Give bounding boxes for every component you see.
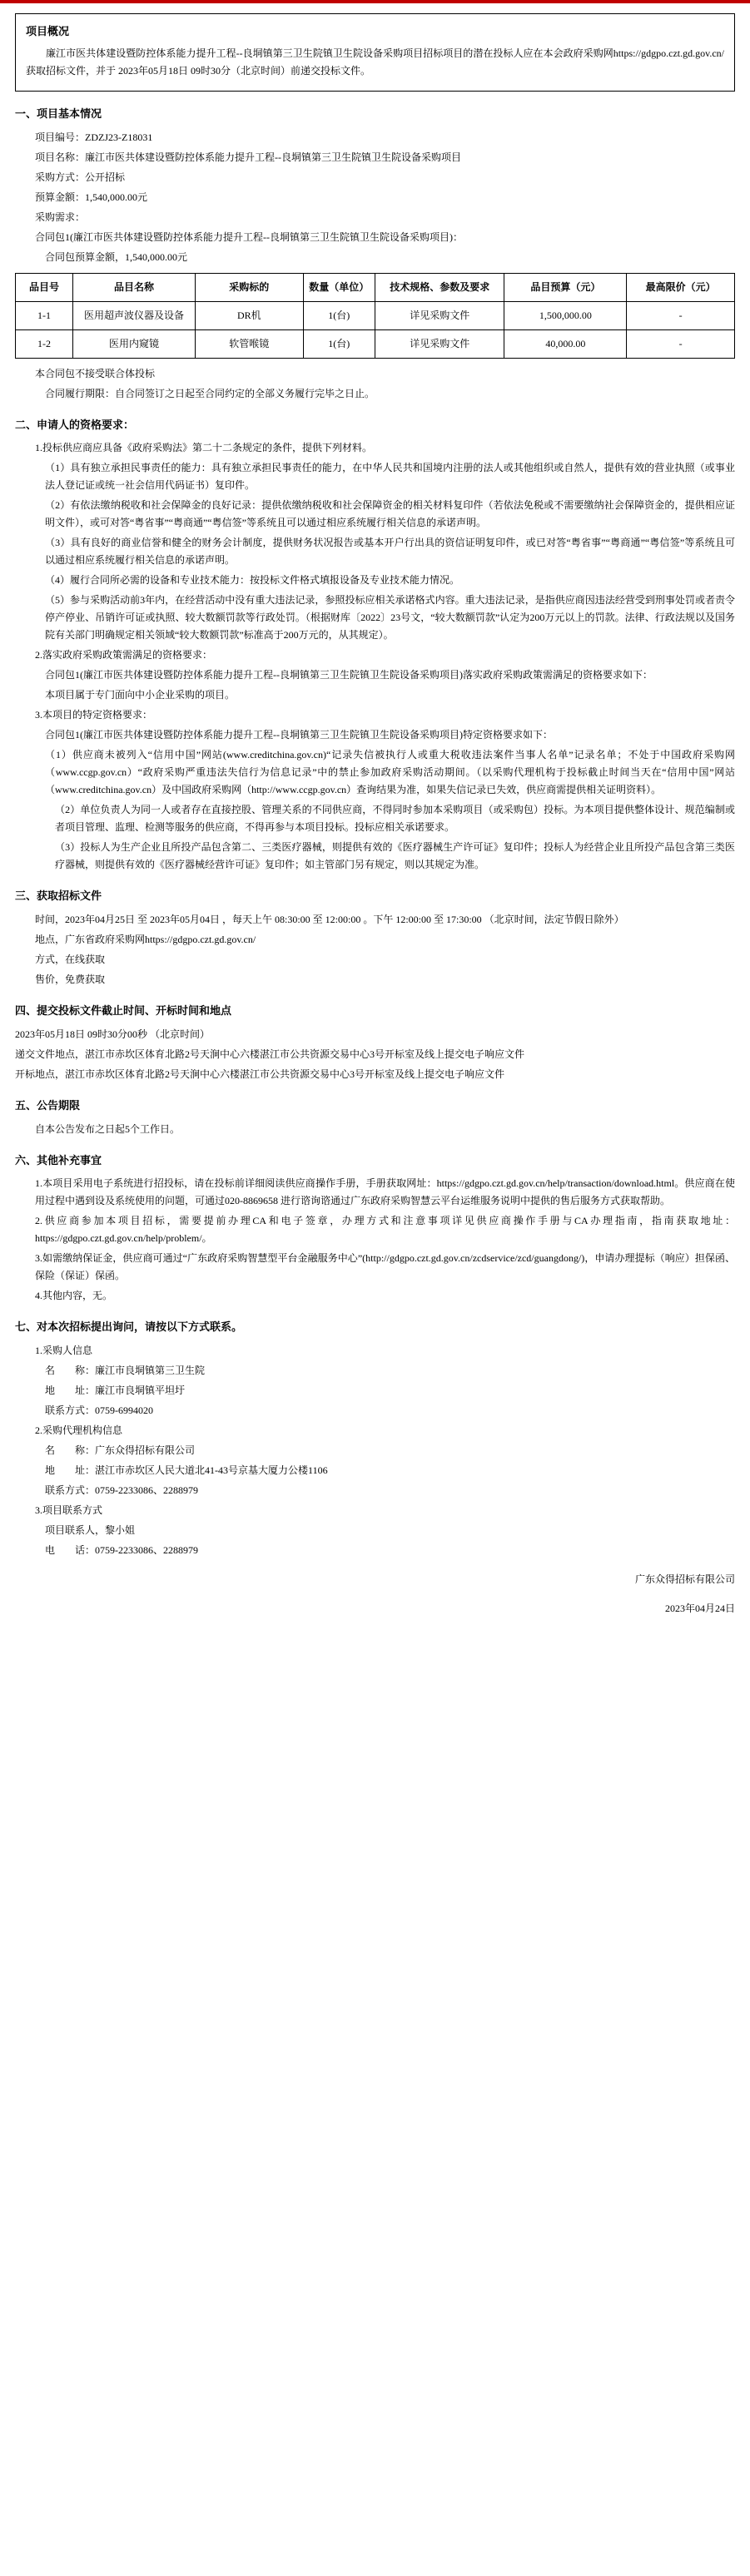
basic-line-2: 采购方式：公开招标 xyxy=(35,171,126,183)
cell-name: 医用内窥镜 xyxy=(73,329,196,358)
deadline-item-0: 2023年05月18日 09时30分00秒 （北京时间） xyxy=(15,1028,211,1040)
section-heading-contact: 七、对本次招标提出询问，请按以下方式联系。 xyxy=(15,1320,243,1334)
footer-date: 2023年04月24日 xyxy=(664,1603,735,1614)
other-item-0: 1.本项目采用电子系统进行招投标，请在投标前详细阅读供应商操作手册，手册获取网址：https://gdgpo.czt.gd.gov.cn/help/transaction/download.html。供应商在使用过程中遇到设及系统使用的问题，可通过020-8869658 进行谘询谘通过广东政府采购智慧云平台运维服务说明中提供的售后服务方式获取帮助。 xyxy=(35,1177,735,1207)
qualification-item-13: （3）投标人为生产企业且所投产品包含第二、三类医疗器械，则提供有效的《医疗器械生产许可证》复印件；投标人为经营企业且所投产品包含第三类医疗器械，则提供有效的《医疗器械经营许可证》复印件；如主管部门另有规定，则以其规定为准。 xyxy=(55,841,735,871)
contact-label: 名 称： xyxy=(45,1444,96,1456)
cell-target: 软管喉镜 xyxy=(195,329,303,358)
goods-table xyxy=(15,273,735,359)
package-line-1: 合同包1(廉江市医共体建设暨防控体系能力提升工程--良垌镇第三卫生院镇卫生院设备采购项目)： xyxy=(35,230,463,243)
footer-company: 广东众得招标有限公司 xyxy=(634,1573,735,1585)
qualification-item-8: 本项目属于专门面向中小企业采购的项目。 xyxy=(45,689,236,701)
overview-box xyxy=(15,13,735,92)
cell-no: 1-2 xyxy=(16,329,73,358)
basic-line-1: 项目名称：廉江市医共体建设暨防控体系能力提升工程--良垌镇第三卫生院镇卫生院设备采购项目 xyxy=(35,151,461,163)
contact-row xyxy=(15,1382,735,1399)
qualification-item-2: （2）有依法缴纳税收和社会保障金的良好记录：提供依缴纳税收和社会保障资金的相关材料复印件（若依法免税或不需要缴纳社会保障资金的，提供相应证明文件），或可对答“粤省事”“粤商通”“粤信签”等系统且可以通过相应系统履行相关信息的承诺声明。 xyxy=(45,499,735,529)
col-spec: 技术规格、参数及要求 xyxy=(375,273,504,301)
announce-item-0: 自本公告发布之日起5个工作日。 xyxy=(35,1122,181,1135)
cell-budget: 40,000.00 xyxy=(504,329,627,358)
col-qty: 数量（单位） xyxy=(303,273,375,301)
contact-row xyxy=(15,1402,735,1419)
contact-value: 广东众得招标有限公司 xyxy=(95,1444,196,1456)
obtain-item-1: 地点，广东省政府采购网https://gdgpo.czt.gd.gov.cn/ xyxy=(35,934,256,945)
col-name: 品目名称 xyxy=(73,273,196,301)
cell-budget: 1,500,000.00 xyxy=(504,301,627,329)
section-heading-other: 六、其他补充事宜 xyxy=(15,1153,102,1167)
cell-cap: - xyxy=(627,329,735,358)
contact-label: 联系方式： xyxy=(45,1404,96,1416)
qualification-item-10: 合同包1(廉江市医共体建设暨防控体系能力提升工程--良垌镇第三卫生院镇卫生院设备采购项目)特定资格要求如下： xyxy=(45,729,553,741)
contact-group-title-0: 1.采购人信息 xyxy=(35,1345,93,1356)
overview-heading: 项目概况 xyxy=(26,25,70,37)
contact-label: 名 称： xyxy=(45,1365,96,1376)
qualification-item-5: （5）参与采购活动前3年内，在经营活动中没有重大违法记录，参照投标应相关承诺格式内容。重大违法记录，是指供应商因违法经营受到刑事处罚或者责令停产停业、吊销许可证或执照、较大数额罚款等行政处罚。（根据财库〔2022〕23号文，“较大数额罚款”认定为200万元以上的罚款。法律、行政法规以及国务院有关部门明确规定相关领域“较大数额罚款”标准高于200万元的，从其规定）。 xyxy=(45,594,735,642)
deadline-item-1: 递交文件地点，湛江市赤坎区体育北路2号天涧中心六楼湛江市公共资源交易中心3号开标室及线上提交电子响应文件 xyxy=(15,1048,525,1060)
qualification-item-9: 3.本项目的特定资格要求： xyxy=(35,709,153,721)
contact-value: 湛江市赤坎区人民大道北41-43号京基大厦力公楼1106 xyxy=(95,1464,328,1476)
contact-row xyxy=(15,1362,735,1380)
cell-spec: 详见采购文件 xyxy=(375,329,504,358)
contact-label: 地 址： xyxy=(45,1385,96,1396)
table-row xyxy=(16,301,735,329)
obtain-item-2: 方式，在线获取 xyxy=(35,954,106,965)
contact-value: 0759-6994020 xyxy=(95,1404,154,1416)
qualification-item-1: （1）具有独立承担民事责任的能力：具有独立承担民事责任的能力，在中华人民共和国境内注册的法人或其他组织或自然人，提供有效的营业执照（或事业法人登记证或统一社会信用代码证书）复印件。 xyxy=(45,462,735,492)
cell-qty: 1(台) xyxy=(303,329,375,358)
cell-spec: 详见采购文件 xyxy=(375,301,504,329)
contact-label: 电 话： xyxy=(45,1544,96,1556)
other-item-2: 3.如需缴纳保证金，供应商可通过“广东政府采购智慧型平台金融服务中心”(http://gdgpo.czt.gd.gov.cn/zcdservice/zcd/guangdong/)，申请办理提标（响应）担保函、保险（保证）保函。 xyxy=(35,1252,735,1282)
cell-qty: 1(台) xyxy=(303,301,375,329)
qualification-item-6: 2.落实政府采购政策需满足的资格要求： xyxy=(35,649,213,661)
section-heading-deadline: 四、提交投标文件截止时间、开标时间和地点 xyxy=(15,1004,232,1017)
qualification-item-0: 1.投标供应商应具备《政府采购法》第二十二条规定的条件，提供下列材料。 xyxy=(35,442,373,454)
contact-value: 黎小姐 xyxy=(105,1524,136,1536)
package-line-2: 合同包预算金额，1,540,000.00元 xyxy=(45,250,188,263)
obtain-item-0: 时间，2023年04月25日 至 2023年05月04日 ，每天上午 08:30:00 至 12:00:00 。下午 12:00:00 至 17:30:00 （北京时间，法定节假日除外） xyxy=(35,914,624,925)
qualification-item-7: 合同包1(廉江市医共体建设暨防控体系能力提升工程--良垌镇第三卫生院镇卫生院设备采购项目)落实政府采购政策需满足的资格要求如下： xyxy=(45,669,653,681)
contact-row xyxy=(15,1542,735,1559)
cell-target: DR机 xyxy=(195,301,303,329)
basic-line-0: 项目编号：ZDZJ23-Z18031 xyxy=(35,131,153,143)
overview-body: 廉江市医共体建设暨防控体系能力提升工程--良垌镇第三卫生院镇卫生院设备采购项目招标项目的潜在投标人应在本会政府采购网https://gdgpo.czt.gd.gov.cn/获取招标文件，并于 2023年05月18日 09时30分（北京时间）前递交投标文件。 xyxy=(26,47,724,77)
section-heading-announce: 五、公告期限 xyxy=(15,1098,81,1112)
cell-name: 医用超声波仪器及设备 xyxy=(73,301,196,329)
contact-value: 廉江市良垌镇第三卫生院 xyxy=(95,1365,206,1376)
basic-line-3: 预算金额：1,540,000.00元 xyxy=(35,191,148,203)
contact-group-title-2: 3.项目联系方式 xyxy=(35,1504,103,1516)
contact-row xyxy=(15,1462,735,1479)
contact-group-title-1: 2.采购代理机构信息 xyxy=(35,1424,123,1436)
col-no: 品目号 xyxy=(16,273,73,301)
section-heading-obtain: 三、获取招标文件 xyxy=(15,889,102,903)
qualification-item-12: （2）单位负责人为同一人或者存在直接控股、管理关系的不同供应商，不得同时参加本采购项目（或采购包）投标。为本项目提供整体设计、规范编制或者项目管理、监理、检测等服务的供应商，不得再参与本项目投标。投标应相关承诺要求。 xyxy=(55,804,735,834)
qualification-item-4: （4）履行合同所必需的设备和专业技术能力：按投标文件格式填报设备及专业技术能力情况。 xyxy=(45,574,460,587)
deadline-item-2: 开标地点，湛江市赤坎区体育北路2号天涧中心六楼湛江市公共资源交易中心3号开标室及线上提交电子响应文件 xyxy=(15,1068,505,1080)
contact-row xyxy=(15,1522,735,1539)
basic-line-4: 采购需求： xyxy=(35,211,86,223)
other-item-1: 2.供应商参加本项目招标，需要提前办理CA和电子签章，办理方式和注意事项详见供应商操作手册与CA办理指南，指南获取地址：https://gdgpo.czt.gd.gov.cn/help/problem/。 xyxy=(35,1215,735,1245)
contact-row xyxy=(15,1442,735,1459)
qualification-item-3: （3）具有良好的商业信誉和健全的财务会计制度，提供财务状况报告或基本开户行出具的资信证明复印件，或已对答“粤省事”“粤商通”“粤信签”等系统且可以通过相应系统履行相关信息的承诺声明。 xyxy=(45,537,735,567)
section-heading-basic: 一、项目基本情况 xyxy=(15,107,102,120)
after-table-note-2: 合同履行期限：自合同签订之日起至合同约定的全部义务履行完毕之日止。 xyxy=(45,387,375,399)
contact-value: 廉江市良垌镇平坦圩 xyxy=(95,1385,186,1396)
top-red-bar xyxy=(0,0,750,3)
obtain-item-3: 售价，免费获取 xyxy=(35,973,106,985)
col-cap: 最高限价（元） xyxy=(627,273,735,301)
table-row xyxy=(16,329,735,358)
contact-label: 联系方式： xyxy=(45,1484,96,1496)
contact-row xyxy=(15,1482,735,1499)
after-table-note-1: 本合同包不接受联合体投标 xyxy=(35,367,156,379)
col-budget: 品目预算（元） xyxy=(504,273,627,301)
contact-value: 0759-2233086、2288979 xyxy=(95,1544,199,1556)
qualification-item-11: （1）供应商未被列入“信用中国”网站(www.creditchina.gov.cn)“记录失信被执行人或重大税收违法案件当事人名单”记录名单；不处于中国政府采购网（www.ccgp.gov.cn）“政府采购严重违法失信行为信息记录”中的禁止参加政府采购活动期间。（以采购代理机构于投标截止时间当天在“信用中国”网站（www.creditchina.gov.cn）及中国政府采购网（http://www.ccgp.gov.cn）查询结果为准，如果失信记录已失效，供应商需提供相关证明资料）。 xyxy=(45,749,735,796)
cell-no: 1-1 xyxy=(16,301,73,329)
table-header-row xyxy=(16,273,735,301)
cell-cap: - xyxy=(627,301,735,329)
col-target: 采购标的 xyxy=(195,273,303,301)
other-item-3: 4.其他内容，无。 xyxy=(35,1290,113,1302)
section-heading-qualification: 二、申请人的资格要求： xyxy=(15,418,135,431)
contact-label: 项目联系人， xyxy=(45,1524,106,1536)
contact-label: 地 址： xyxy=(45,1464,96,1476)
contact-value: 0759-2233086、2288979 xyxy=(95,1484,199,1496)
